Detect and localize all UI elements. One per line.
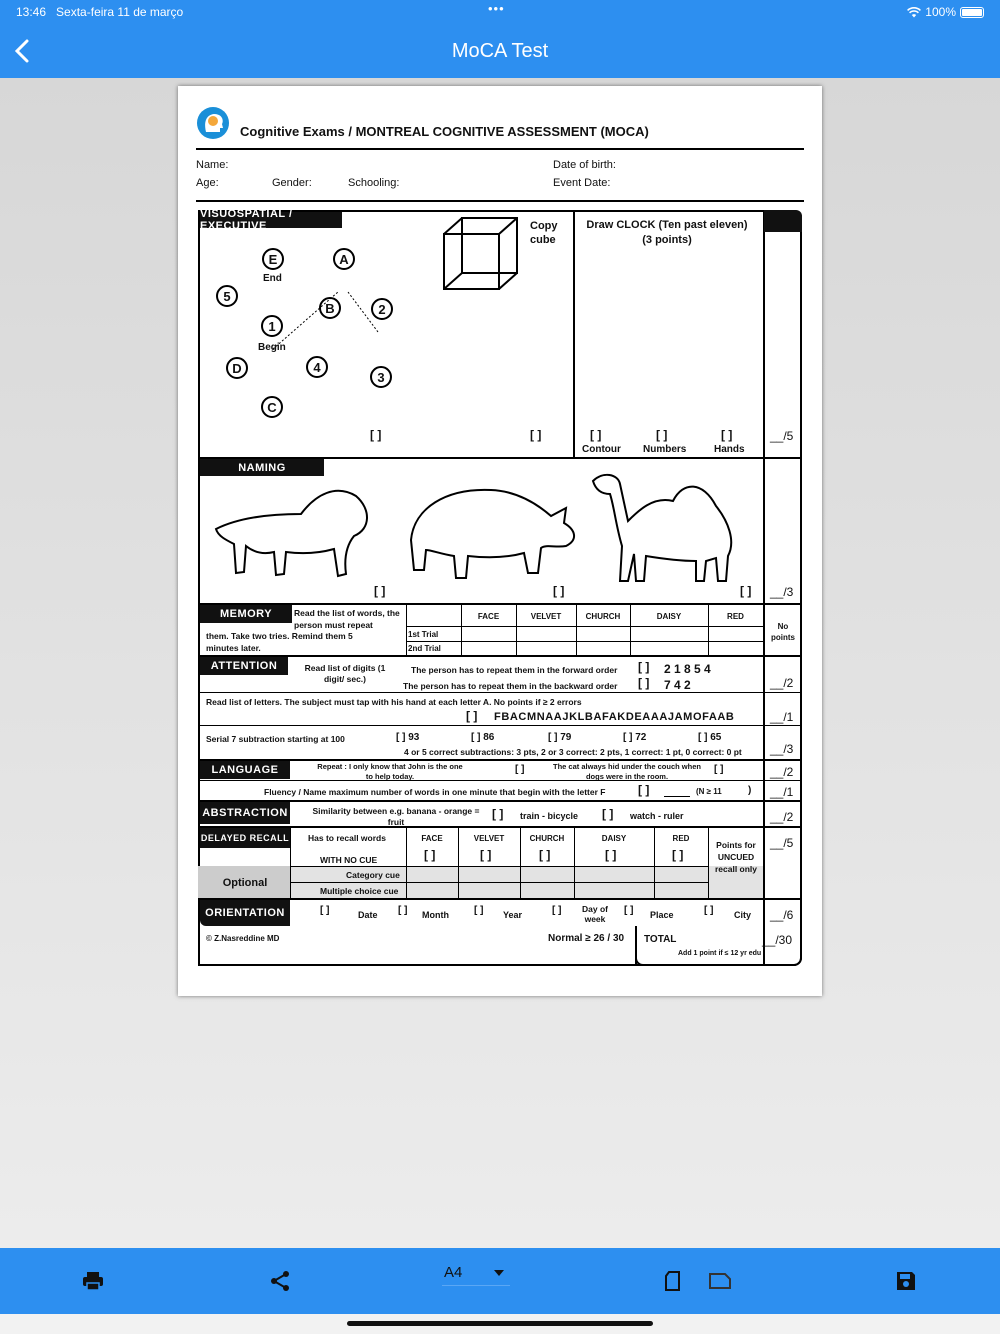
recall-instructions: Has to recall words	[308, 833, 386, 843]
recall-no-cue: WITH NO CUE	[320, 855, 378, 865]
forward-label: The person has to repeat them in the forward order	[411, 665, 618, 675]
portrait-icon[interactable]	[663, 1270, 683, 1292]
nav-title: MoCA Test	[451, 40, 549, 62]
trail-node-c: C	[261, 396, 283, 418]
copy-cube-label: Copy cube	[530, 220, 558, 246]
repeat-sentence-1: Repeat : I only know that John is the one to help today.	[317, 762, 463, 781]
naming-header: NAMING	[200, 459, 324, 476]
letters-label: Read list of letters. The subject must tap with his hand at each letter A. No points if ≥ 2 errors	[206, 697, 582, 707]
attention-header: ATTENTION	[200, 657, 288, 675]
recall-word-velvet: VELVET	[473, 834, 505, 843]
trail-end-label: End	[263, 273, 282, 284]
copyright: © Z.Nasreddine MD	[206, 934, 280, 943]
serial7-scoring-note: 4 or 5 correct subtractions: 3 pts, 2 or 3 correct: 2 pts, 1 correct: 1 pt, 0 correct: 0 pt	[404, 747, 742, 757]
abstraction-2-checkbox[interactable]: [ ]	[602, 807, 614, 821]
status-date: Sexta-feira 11 de março	[56, 5, 184, 19]
memory-trial-2: 2nd Trial	[408, 644, 441, 653]
memory-instructions-1: Read the list of words, the person must repeat	[294, 608, 400, 630]
memory-word-red: RED	[727, 612, 744, 621]
abstraction-instructions: Similarity between e.g. banana - orange = fruit	[312, 806, 480, 827]
category-cue-label: Category cue	[346, 870, 400, 880]
share-icon[interactable]	[269, 1270, 291, 1292]
trail-node-5: 5	[216, 285, 238, 307]
attention-score-1: __/2	[770, 676, 794, 690]
status-time: 13:46	[16, 5, 47, 19]
fluency-threshold: (N ≥ 11	[696, 787, 722, 796]
orientation-day-of-week: Day of week	[582, 904, 608, 924]
memory-instructions-2: them. Take two tries. Remind them 5 minutes later.	[206, 631, 353, 653]
trail-node-3: 3	[370, 366, 392, 388]
normal-threshold: Normal ≥ 26 / 30	[548, 933, 625, 944]
backward-label: The person has to repeat them in the backward order	[403, 681, 618, 691]
landscape-icon[interactable]	[708, 1272, 732, 1290]
lion-drawing	[206, 474, 381, 586]
event-date-field: Event Date:	[553, 177, 611, 189]
serial-72: 72	[635, 732, 647, 743]
trail-node-d: D	[226, 357, 248, 379]
orientation-score: __/6	[770, 908, 794, 922]
recall-church-checkbox[interactable]: [ ]	[539, 848, 551, 862]
orientation-header: ORIENTATION	[200, 900, 290, 926]
repeat-1-checkbox[interactable]: [ ]	[515, 764, 525, 775]
memory-word-daisy: DAISY	[656, 612, 682, 621]
lion-checkbox[interactable]: [ ]	[374, 584, 386, 598]
memory-trial-1: 1st Trial	[408, 630, 439, 639]
battery-percent: 100%	[925, 5, 956, 19]
dropdown-arrow-icon	[494, 1270, 504, 1276]
repeat-sentence-2: The cat always hid under the couch when dogs were in the room.	[553, 762, 701, 781]
forward-checkbox[interactable]: [ ]	[638, 660, 650, 674]
multiple-choice-cue-label: Multiple choice cue	[320, 886, 399, 896]
clock-label: Draw CLOCK (Ten past eleven)	[586, 219, 748, 231]
attention-score-2: __/1	[770, 710, 794, 724]
orientation-date: Date	[358, 910, 378, 920]
trail-making-diagram	[208, 236, 408, 426]
trail-node-2: 2	[371, 298, 393, 320]
abstraction-pair-1: train - bicycle	[520, 811, 579, 821]
fluency-checkbox[interactable]: [ ]	[638, 783, 650, 797]
rhinoceros-drawing	[406, 478, 581, 586]
backward-checkbox[interactable]: [ ]	[638, 676, 650, 690]
trail-checkbox[interactable]: [ ]	[370, 428, 382, 442]
camel-checkbox[interactable]: [ ]	[740, 584, 752, 598]
schooling-field: Schooling:	[348, 177, 400, 189]
memory-word-church: CHURCH	[585, 612, 621, 621]
print-icon[interactable]	[82, 1270, 104, 1292]
numbers-label: Numbers	[643, 444, 687, 455]
contour-label: Contour	[582, 444, 621, 455]
recall-red-checkbox[interactable]: [ ]	[672, 848, 684, 862]
memory-word-velvet: VELVET	[530, 612, 562, 621]
backward-digits: 7 4 2	[664, 678, 691, 692]
status-bar	[0, 0, 1000, 24]
orientation-city: City	[734, 910, 752, 920]
uncued-points-note: Points for UNCUED recall only	[714, 840, 758, 874]
total-score: __/30	[762, 933, 793, 947]
trail-begin-label: Begin	[258, 342, 286, 353]
naming-score: __/3	[770, 585, 794, 599]
trail-node-e: E	[262, 248, 284, 270]
recall-word-face: FACE	[421, 834, 443, 843]
optional-label: Optional	[222, 877, 268, 889]
trail-node-1: 1	[261, 315, 283, 337]
battery-icon	[960, 7, 984, 18]
moca-page: Cognitive Exams / MONTREAL COGNITIVE ASSESSMENT (MOCA) Name: Date of birth: Age: Gender: Schooling: Event Date: VISUOSPATIAL / EXECUTIVE E End A 5 B 2 1 Begin D 4 3 C [ ] Copy cube [ ] Draw CLOCK (Ten past eleven) (3 points) [ ] [ ] [ ] Contour Numbers Hands __/5 NAMING [ ] [ ] [ ] __/3 MEMORY Read the list of words, the person must repeat them. Take two tries. Remind them 5 minutes later. FACE VELVET CHURCH DAISY RED 1st Trial 2nd Trial No points ATTENTION Read list of digits (1 digit/ sec.) The person has to repeat them in the forward order [ ] 2 1 8 5 4 The person has to repeat them in the backward order [ ] 7 4 2 __/2 Read list of letters. The subject must tap with his hand at each letter A. No points if ≥ 2 errors [ ] FBACMNAAJKLBAFAKDEAAAJAMOFAAB __/1 Serial 7 subtraction starting at 100 [ ] 93 [ ] 86 [ ] 79 [ ] 72 [ ] 65 4 or 5 correct subtractions: 3 pts, 2 or 3 correct: 2 pts, 1 correct: 1 pt, 0 correct: 0 pt __/3 LANGUAGE Repeat : I only know that John is the one to help today. [ ] The cat always hid under the couch when dogs were in the room. [ ] __/2 Fluency / Name maximum number of words in one minute that begin with the letter F [ ] (N ≥ 11 ) __/1 ABSTRACTION Similarity between e.g. banana - orange = fruit [ ] train - bicycle [ ] watch - ruler __/2 DELAYED RECALL Has to recall words WITH NO CUE Optional FACE VELVET CHURCH DAISY RED [ ] [ ] [ ] [ ] [ ] Category cue Multiple choice cue Points for UNCUED recall only __/5 ORIENTATION [ ] Date [ ] Month [ ] Year [ ] Day of week [ ] Place [ ] City __/6 © Z.Nasreddine MD Normal ≥ 26 / 30 TOTAL __/30 Add 1 point if ≤ 12 yr edu	[178, 86, 822, 996]
memory-no-points: No points	[771, 622, 795, 642]
language-header: LANGUAGE	[200, 761, 290, 779]
trail-node-4: 4	[306, 356, 328, 378]
dob-field: Date of birth:	[553, 159, 616, 171]
letters-sequence: FBACMNAAJKLBAFAKDEAAAJAMOFAAB	[494, 711, 735, 723]
recall-daisy-checkbox[interactable]: [ ]	[605, 848, 617, 862]
education-note: Add 1 point if ≤ 12 yr edu	[678, 950, 762, 957]
memory-word-face: FACE	[477, 612, 500, 621]
multitask-dots[interactable]: •••	[488, 1, 505, 16]
orientation-place: Place	[650, 910, 674, 920]
name-field: Name:	[196, 159, 229, 171]
paper-size-select[interactable]	[442, 1262, 510, 1286]
visuospatial-header: VISUOSPATIAL / EXECUTIVE	[200, 212, 342, 228]
attention-score-3: __/3	[770, 742, 794, 756]
recall-face-checkbox[interactable]: [ ]	[424, 848, 436, 862]
serial-93: 93	[408, 732, 420, 743]
rhino-checkbox[interactable]: [ ]	[553, 584, 565, 598]
gender-field: Gender:	[272, 177, 312, 189]
save-icon[interactable]	[895, 1270, 917, 1292]
serial7-label: Serial 7 subtraction starting at 100	[206, 734, 345, 744]
forward-digits: 2 1 8 5 4	[664, 662, 711, 676]
cube-drawing	[442, 216, 522, 296]
navigation-bar	[0, 24, 1000, 78]
hands-checkbox[interactable]: [ ]	[721, 428, 733, 442]
camel-drawing	[588, 466, 748, 586]
total-label: TOTAL	[644, 934, 677, 945]
hands-label: Hands	[714, 444, 745, 455]
abstraction-1-checkbox[interactable]: [ ]	[492, 807, 504, 821]
serial-65: 65	[710, 732, 722, 743]
wifi-icon	[907, 7, 921, 18]
recall-word-daisy: DAISY	[601, 834, 627, 843]
breadcrumb: Cognitive Exams / MONTREAL COGNITIVE ASSESSMENT (MOCA)	[240, 124, 649, 139]
fluency-label: Fluency / Name maximum number of words in one minute that begin with the letter F	[264, 787, 606, 797]
serial-86: 86	[483, 732, 495, 743]
cube-checkbox[interactable]: [ ]	[530, 428, 542, 442]
visuo-score: __/5	[770, 429, 794, 443]
abstraction-header: ABSTRACTION	[200, 802, 290, 824]
paper-size-value: A4	[444, 1264, 463, 1281]
delayed-recall-header: DELAYED RECALL	[200, 828, 290, 848]
recall-word-red: RED	[672, 834, 690, 843]
digits-label: Read list of digits (1 digit/ sec.)	[304, 663, 386, 684]
brain-head-logo-icon	[196, 106, 230, 140]
clock-points-label: (3 points)	[642, 234, 692, 246]
age-field: Age:	[196, 177, 219, 189]
serial-79: 79	[560, 732, 572, 743]
memory-header: MEMORY	[200, 605, 292, 623]
abstraction-pair-2: watch - ruler	[630, 811, 684, 821]
language-score-2: __/1	[770, 785, 794, 799]
abstraction-score: __/2	[770, 810, 794, 824]
orientation-year: Year	[503, 910, 523, 920]
recall-word-church: CHURCH	[529, 834, 565, 843]
contour-checkbox[interactable]: [ ]	[590, 428, 602, 442]
numbers-checkbox[interactable]: [ ]	[656, 428, 668, 442]
document-viewer[interactable]	[0, 78, 1000, 1248]
trail-node-b: B	[319, 297, 341, 319]
recall-score: __/5	[770, 836, 794, 850]
language-score-1: __/2	[770, 765, 794, 779]
home-indicator	[0, 1314, 1000, 1334]
orientation-month: Month	[422, 910, 449, 920]
letters-checkbox[interactable]: [ ]	[466, 709, 478, 723]
repeat-2-checkbox[interactable]: [ ]	[714, 764, 724, 775]
recall-velvet-checkbox[interactable]: [ ]	[480, 848, 492, 862]
trail-node-a: A	[333, 248, 355, 270]
